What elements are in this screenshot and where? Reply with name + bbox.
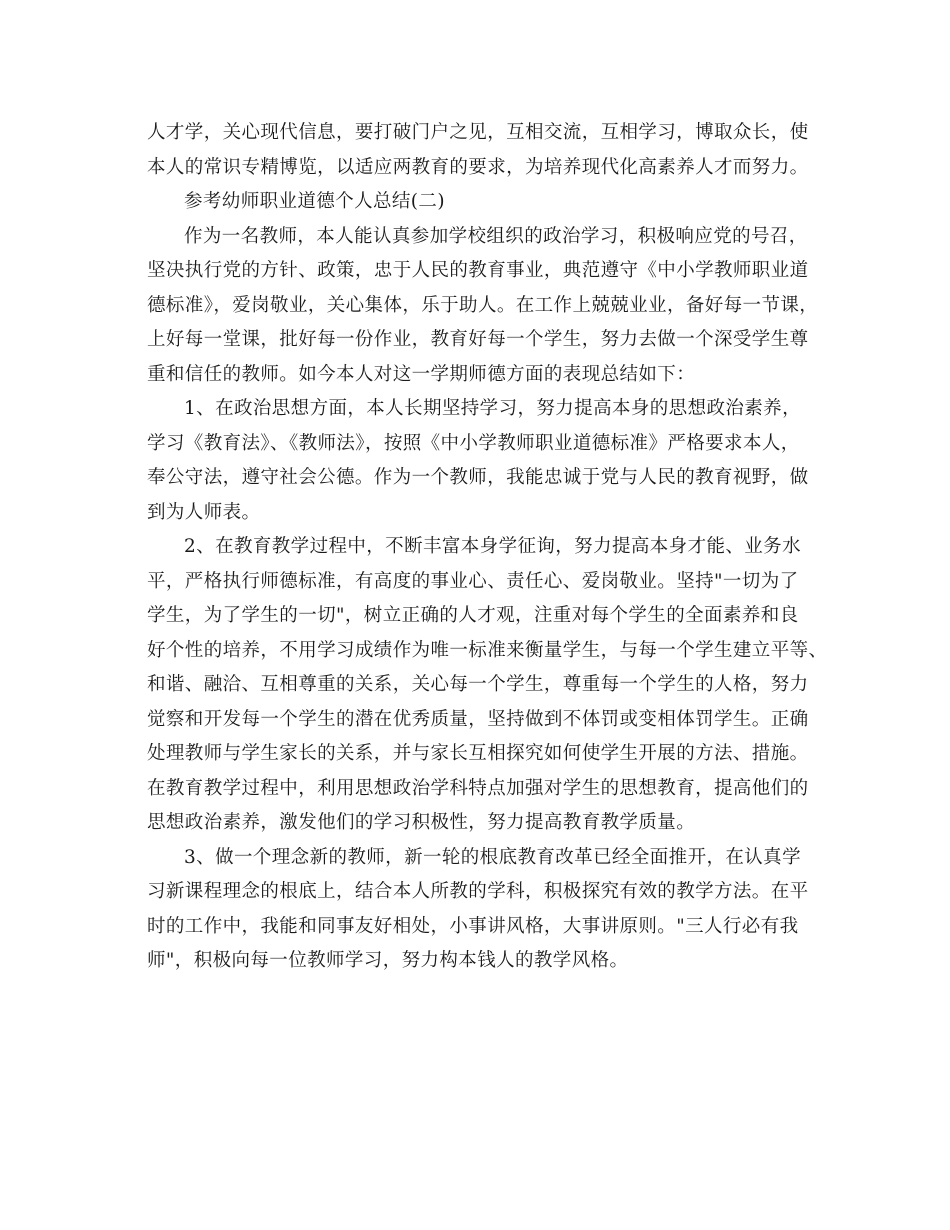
text-line: 处理教师与学生家长的关系，并与家长互相探究如何使学生开展的方法、措施。 <box>147 743 809 764</box>
text-line: 本人的常识专精博览，以适应两教育的要求，为培养现代化高素养人才而努力。 <box>147 156 809 178</box>
text-line: 好个性的培养，不用学习成绩作为唯一标准来衡量学生，与每一个学生建立平等、 <box>147 639 828 661</box>
text-line: 时的工作中，我能和同事友好相处，小事讲风格，大事讲原则。"三人行必有我 <box>147 915 799 937</box>
text-line: 1、在政治思想方面，本人长期坚持学习，努力提高本身的思想政治素养， <box>184 398 801 419</box>
text-line: 到为人师表。 <box>147 501 261 523</box>
text-line: 重和信任的教师。如今本人对这一学期师德方面的表现总结如下： <box>147 363 696 385</box>
text-line: 2、在教育教学过程中，不断丰富本身学征询，努力提高本身才能、业务水 <box>184 536 801 557</box>
text-line: 学生，为了学生的一切"，树立正确的人才观，注重对每个学生的全面素养和良 <box>147 605 799 626</box>
text-line: 思想政治素养，激发他们的学习积极性，努力提高教育教学质量。 <box>147 812 696 833</box>
text-line: 在教育教学过程中，利用思想政治学科特点加强对学生的思想教育，提高他们的 <box>147 777 809 799</box>
text-line: 上好每一堂课，批好每一份作业，教育好每一个学生，努力去做一个深受学生尊 <box>147 329 809 350</box>
text-line: 德标准》，爱岗敬业，关心集体，乐于助人。在工作上兢兢业业，备好每一节课， <box>147 294 819 316</box>
text-line: 习新课程理念的根底上，结合本人所教的学科，积极探究有效的教学方法。在平 <box>147 881 809 902</box>
text-line: 和谐、融洽、互相尊重的关系，关心每一个学生，尊重每一个学生的人格，努力 <box>147 674 809 695</box>
text-line: 师"，积极向每一位教师学习，努力构本钱人的教学风格。 <box>147 950 629 971</box>
text-line: 觉察和开发每一个学生的潜在优秀质量，坚持做到不体罚或变相体罚学生。正确 <box>147 708 809 730</box>
text-line: 平，严格执行师德标准，有高度的事业心、责任心、爱岗敬业。坚持"一切为了 <box>147 570 799 592</box>
text-line: 学习《教育法》、《教师法》，按照《中小学教师职业道德标准》严格要求本人， <box>147 432 800 454</box>
text-line: 作为一名教师，本人能认真参加学校组织的政治学习，积极响应党的号召， <box>184 225 808 247</box>
document-body <box>147 116 828 979</box>
text-line: 人才学，关心现代信息，要打破门户之见，互相交流，互相学习，博取众长，使 <box>147 122 809 143</box>
text-line: 3、做一个理念新的教师，新一轮的根底教育改革已经全面推开，在认真学 <box>184 846 801 868</box>
section-heading: 参考幼师职业道德个人总结(二) <box>184 191 445 212</box>
text-line: 奉公守法，遵守社会公德。作为一个教师，我能忠诚于党与人民的教育视野，做 <box>147 467 809 488</box>
text-line: 坚决执行党的方针、政策，忠于人民的教育事业，典范遵守《中小学教师职业道 <box>147 260 809 281</box>
